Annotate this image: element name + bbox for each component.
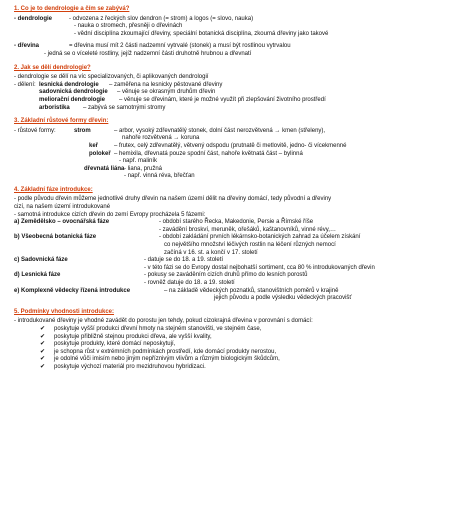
list-item-text: je odolné vůči imisím nebo jiným nepříznivým vlivům a různým biologickým škůdcům, xyxy=(54,356,280,363)
forms-label: - růstové formy: xyxy=(14,127,56,134)
paragraph: - introdukované dřeviny je vhodné zavádět do porostu jen tehdy, pokud cizokrajná dřevina v porovnání s domácí: xyxy=(14,318,313,325)
phase-d xyxy=(14,272,454,280)
def-line: - odvozena z řeckých slov dendron (= strom) a logos (= slovo, nauka) xyxy=(69,15,254,22)
def-line: - jedná se o víceleté rostliny, jejíž nadzemní části druhotně hrubnou a dřevnatí xyxy=(44,50,252,57)
document-page xyxy=(14,6,454,378)
phase-title: e) Komplexně vědecky řízená introdukce xyxy=(14,287,131,294)
phase-desc: - datuje se do 18. a 19. století xyxy=(144,257,224,264)
list-item xyxy=(14,364,454,372)
phase-desc: - rovněž datuje do 18. a 19. století xyxy=(144,280,235,286)
list-item xyxy=(14,89,454,97)
section-1 xyxy=(14,6,454,59)
form-desc: - např. maliník xyxy=(119,158,158,165)
form-desc: nahoře rozvětvená → koruna xyxy=(122,135,200,142)
item-desc: – věnuje se okrasným druhům dřevin xyxy=(117,89,216,96)
section-1-heading: 1. Co je to dendrologie a čím se zabývá? xyxy=(14,6,130,12)
phase-desc: začíná v 16. st. a končí v 17. století xyxy=(164,249,258,256)
phase-title: b) Všeobecná botanická fáze xyxy=(14,234,97,241)
paragraph: - dendrologie se dělí na víc specializovaných, či aplikovaných dendrologií xyxy=(14,74,209,81)
phase-title: c) Sadovnická fáze xyxy=(14,257,68,264)
list-item xyxy=(14,341,454,349)
phase-title: d) Lesnická fáze xyxy=(14,272,61,279)
form-term: strom xyxy=(74,127,91,134)
term-drevina: - dřevina xyxy=(14,43,40,50)
dělení-label: - dělení: xyxy=(14,81,36,88)
phase-desc: - zavádění broskví, meruněk, ořešáků, kaštanovníků, vinné révy,… xyxy=(159,226,336,233)
paragraph: cizí, na našem území introdukované xyxy=(14,204,111,211)
item-term: meliorační dendrologie xyxy=(39,96,106,103)
form-term: dřevnatá liána xyxy=(84,165,125,172)
item-term: arboristika xyxy=(39,104,70,111)
list-item xyxy=(14,97,454,105)
item-term: sadovnická dendrologie xyxy=(39,89,108,96)
list-item xyxy=(14,82,454,90)
list-item xyxy=(14,356,454,364)
phase-desc: - v této fázi se do Evropy dostal nejbohatší sortiment, cca 80 % introdukovaných dřevin xyxy=(144,264,375,271)
section-3 xyxy=(14,118,454,181)
list-item xyxy=(14,334,454,342)
form-row xyxy=(14,166,454,174)
check-icon: ✔ xyxy=(40,333,46,340)
phase-desc: - pokusy se zaváděním cizích druhů přímo do lesních porostů xyxy=(144,272,308,279)
paragraph: - samotná introdukce cizích dřevin do zemí Evropy procházela 5 fázemi: xyxy=(14,211,206,218)
list-item xyxy=(14,105,454,113)
item-desc: – zabývá se samotnými stromy xyxy=(83,104,166,111)
form-term: keř xyxy=(89,142,99,149)
form-desc: – hemixila, dřevnatá pouze spodní část, nahoře květnatá část – bylinná xyxy=(114,150,303,157)
item-desc: – zaměřena na lesnicky pěstované dřeviny xyxy=(109,81,223,88)
check-icon: ✔ xyxy=(40,325,46,332)
phase-desc: – na základě vědeckých poznatků, stanovištních poměrů v krajině xyxy=(164,287,339,294)
list-item-text: je schopna růst v extrémních podmínkách prostředí, kde domácí produkty nerostou, xyxy=(54,348,277,355)
list-item-text: poskytuje vyšší produkci dřevní hmoty na stejném stanovišti, ve stejném čase, xyxy=(54,325,262,332)
section-4 xyxy=(14,187,454,303)
form-row xyxy=(14,143,454,151)
form-desc: - liana, pružná xyxy=(124,165,163,172)
check-icon: ✔ xyxy=(40,348,46,355)
list-item-text: poskytuje přibližně stejnou produkci dřeva, ale vyšší kvality, xyxy=(54,333,212,340)
phase-title: a) Zemědělsko – ovocnářská fáze xyxy=(14,219,110,226)
phase-c xyxy=(14,257,454,265)
section-5-heading: 5. Podmínky vhodnosti introdukce: xyxy=(14,308,115,315)
form-term: polokeř xyxy=(89,150,111,157)
form-row xyxy=(14,128,454,136)
item-desc: – věnuje se dřevinám, které je možné využít při zlepšování životního prostředí xyxy=(119,96,326,103)
def-line: = dřevina musí mít 2 části nadzemní vytrvalé (stonek) a musí být rostlinou vytrvalou xyxy=(69,43,291,50)
form-desc: - např. vinná réva, břečťan xyxy=(124,173,195,180)
phase-a xyxy=(14,219,454,227)
form-row xyxy=(14,151,454,159)
term-dendrologie: - dendrologie xyxy=(14,15,52,22)
section-4-heading: 4. Základní fáze introdukce: xyxy=(14,186,93,193)
list-item-text: poskytuje výchozí materiál pro mezidruhovou hybridizaci. xyxy=(54,363,206,370)
check-icon: ✔ xyxy=(40,341,46,348)
form-desc: – arbor, vysoký zdřevnatělý stonek, dolní část nerozvětvená → kmen (střeleny), xyxy=(114,127,326,134)
section-3-heading: 3. Základní růstové formy dřevin: xyxy=(14,118,109,125)
phase-b xyxy=(14,234,454,242)
def-row xyxy=(14,16,454,24)
section-2 xyxy=(14,65,454,113)
phase-desc: - období zakládání prvních lékárnsko-botanických zahrad za účelem získání xyxy=(159,234,361,241)
check-icon: ✔ xyxy=(40,356,46,363)
paragraph: - podle původu dřevin můžeme jednotlivé druhy dřevin na našem území dělit na dřeviny domácí, tedy původní a dřeviny xyxy=(14,196,332,203)
form-desc: – frutex, celý zdřevnatělý, větvený odspodu (prutnatě či metlovitě, jedno- či vícekmenné xyxy=(114,142,347,149)
def-line: - vědní disciplína zkoumající dřeviny, speciální botanická disciplína, zkoumá dřeviny jako takové xyxy=(74,30,329,37)
check-icon: ✔ xyxy=(40,363,46,370)
phase-desc: - období starého Řecka, Makedonie, Persie a Římské říše xyxy=(159,219,314,226)
section-2-heading: 2. Jak se dělí dendrologie? xyxy=(14,64,91,71)
list-item xyxy=(14,326,454,334)
phase-desc: co největšího množství léčivých rostlin na léčení různých nemocí xyxy=(164,242,336,249)
def-row xyxy=(14,43,454,51)
phase-desc: jejich původu a podle výsledku vědeckých pracovišť xyxy=(214,295,352,302)
section-5 xyxy=(14,309,454,372)
list-item-text: poskytuje produkty, které domácí neposkytují, xyxy=(54,341,176,348)
item-term: lesnická dendrologie xyxy=(39,81,99,88)
def-line: - nauka o stromech, přesněji o dřevinách xyxy=(74,23,183,30)
